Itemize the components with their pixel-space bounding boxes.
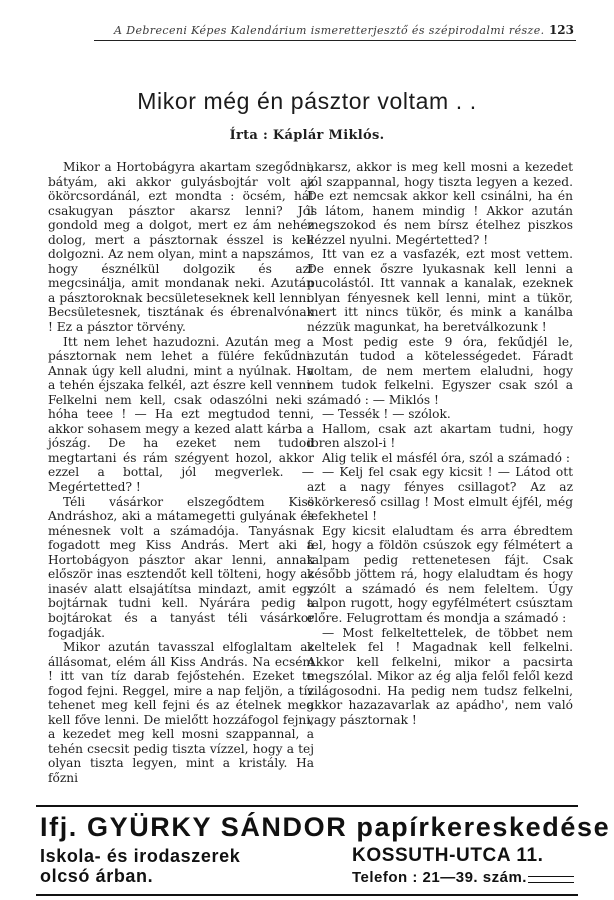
advertisement-top-rule: [36, 805, 578, 807]
advertisement-phone: Telefon : 21—39. szám.: [352, 869, 527, 886]
paragraph: Mikor a Hortobágyra akartam szegődni, bátyám, aki akkor gulyásbojtár volt az ökörcsordánál, ezt mondta : öcsém, hát csakugyan pásztor akarsz lenni? Jól gondold meg a dolgot, mert ez ám nehéz dolog, mert a pásztornak ésszel is kell dolgozni. Az nem olyan, mint a napszámos, hogy észnélkül dolgozik és azt megcsinálja, amit mondanak neki. Azután a pásztoroknak becsületeseknek kell lenni. Becsületesnek, tisztának és ébrenalvónak ! Ez a pásztor törvény.: [48, 160, 314, 335]
paragraph: Itt nem lehet hazudozni. Azután meg a pásztornak nem lehet a fülére fekűdni. Annak úgy kell aludni, mint a nyúlnak. Ha a tehén éjszaka felkél, azt észre kell venni. Felkelni nem kell, csak odaszólni neki : hóha teee ! — Ha ezt megtudod tenni, akkor sohasem megy a kezed alatt kárba a jószág. De ha ezeket nem tudod megtartani és rám szégyent hozol, akkor ezzel a bottal, jól megverlek. — Megértetted? !: [48, 334, 314, 495]
advertisement-bottom-rule: [36, 894, 578, 896]
paragraph: Hallom, csak azt akartam tudni, hogy ibren alszol-i !: [307, 421, 573, 451]
advertisement-goods: Iskola- és irodaszerek: [40, 846, 241, 866]
paragraph: — Tessék ! — szólok.: [322, 407, 451, 422]
article-author: Írta : Káplár Miklós.: [229, 128, 385, 143]
advertisement-address: KOSSUTH-UTCA 11.: [352, 845, 544, 866]
right-column: [307, 160, 573, 727]
paragraph: — Kelj fel csak egy kicsit ! — Látod ott azt a nagy fényes csillagot? Az az ökörkereső csillag ! Most elmult éjfél, még lefekhetel !: [307, 465, 573, 524]
left-column: [48, 160, 314, 786]
paragraph: Egy kicsit elaludtam és arra ébredtem fel, hogy a földön csúszok egy félmétert a talpam pedig rettenetesen fájt. Csak később jöttem rá, hogy elaludtam és hogy szólt a számadó és nem feleltem. Úgy talpon rugott, hogy egyfélmétert csúsztam előre. Felugrottam és mondja a számadó :: [307, 523, 573, 625]
paragraph: — Most felkeltettelek, de többet nem keltelek fel ! Magadnak kell felkelni. Akkor kell felkelni, mikor a pacsirta megszólal. Mikor az ég alja felől felől kezd világosodni. Ha pedig nem tudsz felkelni, akkor hazazavarlak az apádho', nem való vagy pásztornak !: [307, 625, 573, 727]
running-title: A Debreceni Képes Kalendárium ismeretterjesztő és szépirodalmi része.: [114, 24, 545, 37]
paragraph: akarsz, akkor is meg kell mosni a kezedet jól szappannal, hogy tiszta legyen a kezed. De ezt nemcsak akkor kell csinálni, ha én is látom, hanem mindig ! Akkor azután megszokod és nem bírsz ételhez piszkos kézzel nyulni. Megértetted? !: [307, 160, 573, 247]
paragraph: Mikor azután tavasszal elfoglaltam az állásomat, elém áll Kiss András. Na ecsém ! itt van tíz darab fejőstehén. Ezeket te fogod fejni. Reggel, mire a nap feljön, a tíz tehenet meg kell fejni és az ételnek meg kell főve lenni. De mielőtt hozzáfogol fejni, a kezedet meg kell mosni szappannal, a tehén csecsit pedig tiszta vízzel, hogy a tej olyan tiszta legyen, mint a kristály. Ha főzni: [48, 640, 314, 785]
running-header: [94, 22, 576, 41]
paragraph: Itt van ez a vasfazék, ezt most vettem. De ennek őszre lyukasnak kell lenni a pucolástól. Itt vannak a kanalak, ezeknek olyan fényesnek kell lenni, mint a tükör, mert itt nincs tükör, és mink a kanálba nézzük magunkat, ha beretválkozunk !: [307, 247, 573, 335]
article-title: Mikor még én pásztor voltam . .: [137, 88, 477, 114]
page-number: 123: [548, 23, 574, 37]
paragraph: Téli vásárkor elszegődtem Kiss Andráshoz, aki a mátamegetti gulyának és ménesnek volt a számadója. Tanyásnak fogadott meg Kiss András. Mert aki a Hortobágyon pásztor akar lenni, annak először inas esztendőt kell tölteni, hogy az inasév alatt elsajátítsa mindazt, amit egy bojtárnak tudni kell. Nyárára pedig a bojtárokat és a tanyást téli vásárkor fogadják.: [48, 494, 314, 640]
paragraph: Alig telik el másfél óra, szól a számadó :: [322, 450, 570, 465]
paragraph: Most pedig este 9 óra, fekűdjél le, azután tudod a kötelességedet. Fáradt voltam, de nem mertem elaludni, hogy nem tudok felkelni. Egyszer csak szól a számadó : — Miklós !: [307, 334, 573, 407]
advertisement-price-note: olcsó árban.: [40, 866, 154, 886]
advertisement-decorative-rule: [528, 876, 574, 883]
advertisement-headline: Ifj. GYÜRKY SÁNDOR papírkereskedése: [40, 812, 611, 842]
